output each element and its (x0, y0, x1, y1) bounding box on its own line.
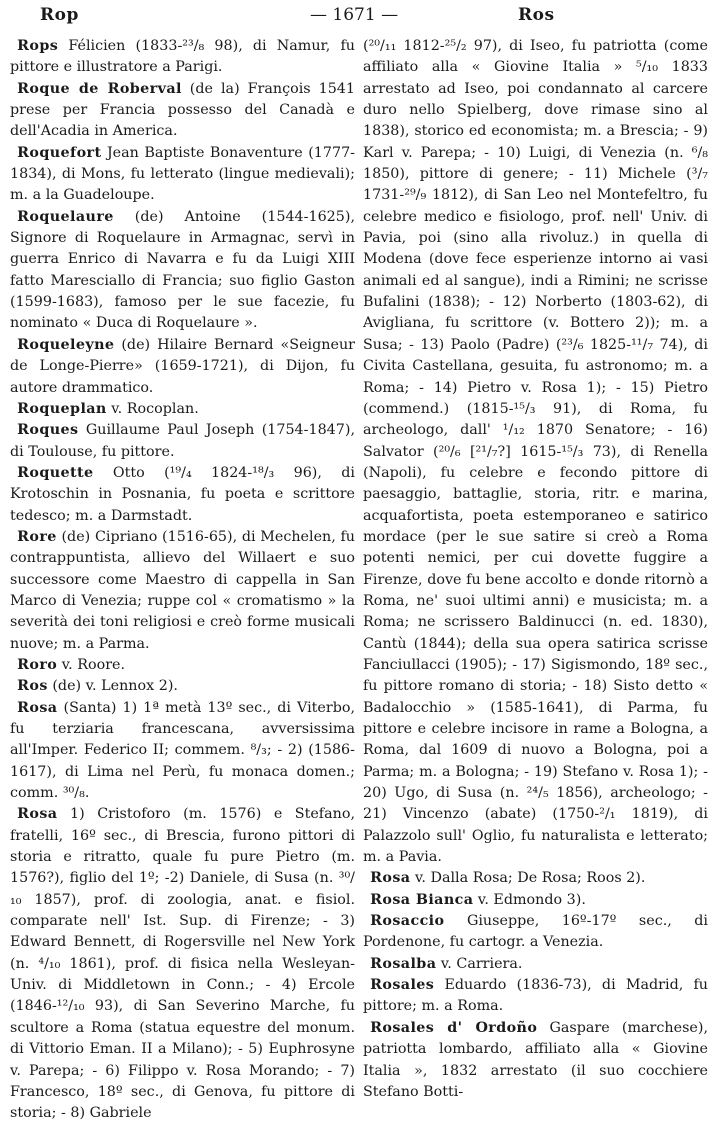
dictionary-entry (10, 399, 355, 420)
dictionary-entry (10, 698, 355, 805)
entry-headword: Rops (17, 38, 59, 54)
entry-headword: Roquelaure (17, 208, 114, 225)
entry-headword: Roque de Roberval (17, 80, 182, 97)
entry-text: (de la) François 1541 prese per Francia possesso del Canadà e dell'Acadia in America. (10, 80, 355, 140)
entry-headword: Rosales (370, 977, 435, 994)
entry-headword: Roqueplan (17, 400, 107, 417)
entry-text: v. Edmondo 3). (473, 891, 586, 908)
dictionary-entry (363, 975, 708, 1018)
header-right-guideword: Ros (518, 5, 555, 25)
dictionary-entry (10, 676, 355, 697)
entry-headword: Roquefort (17, 144, 102, 161)
entry-headword: Rosaccio (370, 913, 445, 930)
entry-headword: Rosa (370, 870, 411, 887)
entry-text: v. Dalla Rosa; De Rosa; Roos 2). (410, 870, 646, 887)
right-column (363, 36, 708, 1125)
entry-text: Gaspare (marchese), patriotta lombardo, affiliato alla « Giovine Italia », 1832 arrestato (il suo cocchiere Stefano Botti- (363, 1019, 708, 1100)
entry-headword: Rosales d' Ordoño (370, 1019, 538, 1036)
entry-text: Jean Baptiste Bonaventure (1777-1834), di Mons, fu letterato (lingue medievali); m. a la Guadeloupe. (10, 144, 355, 204)
entry-text: Giuseppe, 16º-17º sec., di Pordenone, fu cartogr. a Venezia. (363, 913, 708, 951)
dictionary-entry (363, 890, 708, 911)
entry-headword: Roro (17, 656, 58, 673)
entry-text: 1) Cristoforo (m. 1576) e Stefano, fratelli, 16º sec., di Brescia, furono pittori di storia e ritratto, quale fu pure Pietro (m. 1576?), figlio del 1º; -2) Daniele, di Susa (n. ³⁰/₁₀ 1857), prof. di zoologia, anat. e fisiol. comparate nell' Ist. Sup. di Firenze; - 3) Edward Bennett, di Rogersville nel New York (n. ⁴/₁₀ 1861), prof. di fisica nella Wesleyan-Univ. di Middletown in Conn.; - 4) Ercole (1846-¹²/₁₀ 93), di San Severino Marche, fu scultore a Roma (statua equestre del monum. di Vittorio Eman. II a Milano); - 5) Euphrosyne v. Parepa; - 6) Filippo v. Rosa Morando; - 7) Francesco, 18º sec., di Genova, fu pittore di storia; - 8) Gabriele (10, 806, 355, 1122)
dictionary-entry (363, 36, 708, 868)
dictionary-entry (363, 911, 708, 954)
dictionary-entry (10, 655, 355, 676)
dictionary-entry (363, 868, 708, 889)
dictionary-entry (10, 335, 355, 399)
dictionary-entry (10, 420, 355, 463)
page-header (10, 0, 708, 30)
entry-headword: Rosalba (370, 955, 437, 972)
left-column (10, 36, 355, 1125)
entry-text: Félicien (1833-²³/₈ 98), di Namur, fu pittore e illustratore a Parigi. (10, 38, 355, 76)
dictionary-entry (10, 463, 355, 527)
header-left-guideword: Rop (40, 5, 79, 25)
entry-text: (²⁰/₁₁ 1812-²⁵/₂ 97), di Iseo, fu patriotta (come affiliato alla « Giovine Italia » ⁵/₁₀ 1833 arrestato ad Iseo, poi condannato al carcere duro nello Spielberg, dove rimase sino al 1838), storico ed economista; m. a Brescia; - 9) Karl v. Parepa; - 10) Luigi, di Venezia (n. ⁶/₈ 1850), pittore di genere; - 11) Michele (³/₇ 1731-²⁹/₉ 1812), di San Leo nel Montefeltro, fu celebre medico e fisiologo, prof. nell' Univ. di Pavia, poi (sino alla rivoluz.) in quella di Modena (dove fece esperienze intorno ai vasi animali ed al sangue), indi a Rimini; ne scrisse Bufalini (1838); - 12) Norberto (1803-62), di Avigliana, fu scrittore (v. Bottero 2)); m. a Susa; - 13) Paolo (Padre) (²³/₆ 1825-¹¹/₇ 74), di Civita Castellana, gesuita, fu astronomo; m. a Roma; - 14) Pietro v. Rosa 1); - 15) Pietro (commend.) (1815-¹⁵/₃ 91), di Roma, fu archeologo, dall' ¹/₁₂ 1870 Senatore; - 16) Salvator (²⁰/₆ [²¹/₇?] 1615-¹⁵/₃ 73), di Renella (Napoli), fu celebre e fecondo pittore di paesaggio, battaglie, storia, ritr. e marina, acquafortista, poeta estemporaneo e satirico mordace (per le sue satire si creò a Roma potenti nemici, per cui dovette fuggire a Firenze, dove fu bene accolto e donde ritornò a Roma, ne' suoi ultimi anni) e musicista; m. a Roma; ne scrissero Baldinucci (n. ed. 1830), Cantù (1844); della sua opera satirica scrisse Fanciullacci (1905); - 17) Sigismondo, 18º sec., fu pittore romano di storia; - 18) Sisto detto « Badalocchio » (1585-1641), di Parma, fu pittore e celebre incisore in rame a Bologna, a Roma, dal 1609 di nuovo a Bologna, poi a Parma; m. a Bologna; - 19) Stefano v. Rosa 1); - 20) Ugo, di Susa (n. ²⁴/₅ 1856), archeologo; - 21) Vincenzo (abate) (1750-²/₁ 1819), di Palazzolo sull' Oglio, fu naturalista e letterato; m. a Pavia. (363, 38, 708, 866)
entry-text: v. Carriera. (436, 955, 523, 972)
entry-text: (de) Cipriano (1516-65), di Mechelen, fu contrappuntista, allievo del Willaert e suo successore come Maestro di cappella in San Marco di Venezia; ruppe col « cromatismo » la severità dei toni religiosi e creò forme musicali nuove; m. a Parma. (10, 528, 355, 652)
entry-headword: Rosa (17, 806, 58, 823)
entry-text: Eduardo (1836-73), di Madrid, fu pittore; m. a Roma. (363, 977, 708, 1015)
entry-headword: Roqueleyne (17, 336, 115, 353)
entry-text: v. Rocoplan. (106, 400, 199, 417)
entry-text: Guillaume Paul Joseph (1754-1847), di Toulouse, fu pittore. (10, 422, 355, 460)
dictionary-entry (10, 207, 355, 335)
entry-headword: Roques (17, 422, 79, 439)
entry-headword: Roquette (17, 464, 94, 481)
entry-text: Otto (¹⁹/₄ 1824-¹⁸/₃ 96), di Krotoschin in Posnania, fu poeta e scrittore tedesco; m. a Darmstadt. (10, 464, 355, 524)
dictionary-entry (363, 954, 708, 975)
entry-headword: Rosa Bianca (370, 891, 474, 908)
page-number: — 1671 — (310, 5, 399, 25)
dictionary-entry (363, 1018, 708, 1103)
entry-text: v. Roore. (57, 656, 126, 673)
entry-headword: Rosa (17, 699, 58, 716)
dictionary-entry (10, 36, 355, 79)
entry-text: (Santa) 1) 1ª metà 13º sec., di Viterbo, fu terziaria francescana, avversissima all'Imper. Federico II; commem. ⁸/₃; - 2) (1586-1617), di Lima nel Perù, fu monaca domen.; comm. ³⁰/₈. (10, 699, 355, 802)
entry-text: (de) Hilaire Bernard «Seigneur de Longe-Pierre» (1659-1721), di Dijon, fu autore drammatico. (10, 336, 355, 396)
dictionary-entry (10, 143, 355, 207)
entry-headword: Ros (17, 678, 48, 695)
dictionary-entry (10, 527, 355, 655)
entry-text: (de) Antoine (1544-1625), Signore di Roquelaure in Armagnac, servì in guerra Enrico di Navarra e fu da Luigi XIII fatto Maresciallo di Francia; suo figlio Gaston (1599-1683), famoso per le sue facezie, fu nominato « Duca di Roquelaure ». (10, 208, 355, 332)
dictionary-entry (10, 79, 355, 143)
dictionary-entry (10, 804, 355, 1124)
entry-headword: Rore (17, 528, 57, 545)
entry-text: (de) v. Lennox 2). (47, 678, 178, 695)
